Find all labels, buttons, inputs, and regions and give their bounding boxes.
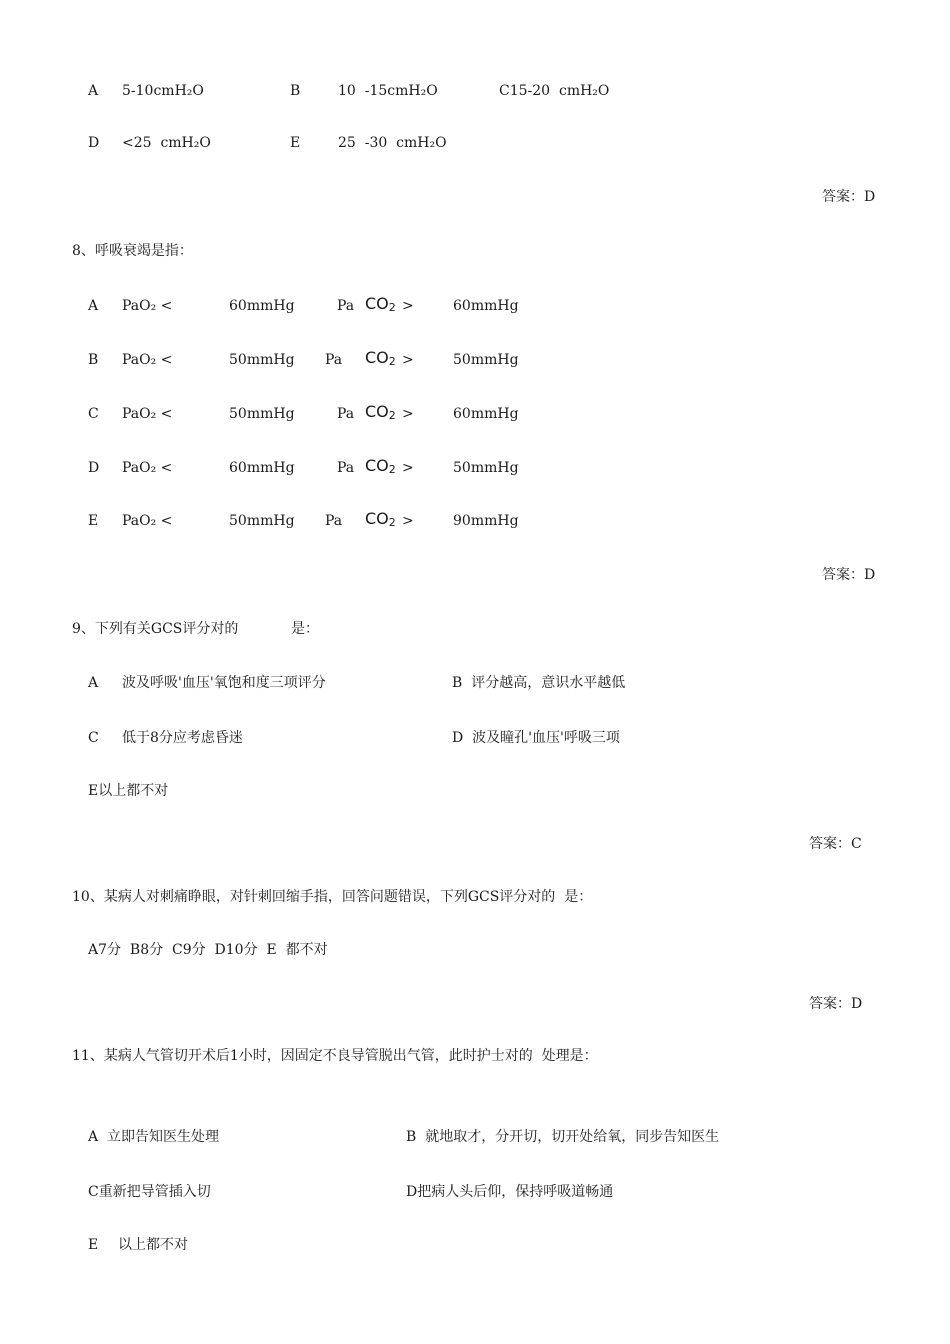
co2-value: 60mmHg bbox=[453, 298, 519, 314]
q7-option-b-letter: B bbox=[290, 83, 301, 99]
q7-option-b-text: 10 -15cmH₂O bbox=[338, 83, 438, 99]
option-letter: E bbox=[88, 513, 99, 529]
q11-option-d-text: D把病人头后仰，保持呼吸道畅通 bbox=[406, 1184, 614, 1200]
q11-option-e-letter: E bbox=[88, 1237, 99, 1253]
q9-question: 9、下列有关GCS评分对的 bbox=[72, 621, 239, 637]
pa-label: Pa bbox=[325, 352, 343, 368]
co2-label: $CO_2$ bbox=[365, 294, 396, 314]
q7-answer: 答案：D bbox=[822, 189, 876, 205]
pao2-value: 50mmHg bbox=[229, 406, 295, 422]
pao2-label: PaO₂ < bbox=[122, 460, 173, 476]
option-letter: A bbox=[88, 298, 99, 314]
pao2-label: PaO₂ < bbox=[122, 406, 173, 422]
q9-option-e-text: E以上都不对 bbox=[88, 783, 169, 799]
option-letter: C bbox=[88, 406, 99, 422]
co2-value: 90mmHg bbox=[453, 513, 519, 529]
option-letter: B bbox=[88, 352, 99, 368]
greater-than-sign: > bbox=[402, 513, 414, 529]
q10-options: A7分 B8分 C9分 D10分 E 都不对 bbox=[88, 942, 328, 958]
pa-label: Pa bbox=[337, 460, 355, 476]
q9-option-d-text: D 波及瞳孔'血压'呼吸三项 bbox=[452, 730, 620, 746]
co2-label: $CO_2$ bbox=[365, 348, 396, 368]
q7-option-d-letter: D bbox=[88, 135, 100, 151]
pao2-label: PaO₂ < bbox=[122, 513, 173, 529]
pao2-value: 60mmHg bbox=[229, 460, 295, 476]
q9-option-b-text: B 评分越高，意识水平越低 bbox=[452, 675, 626, 691]
q9-option-a-text: 波及呼吸'血压'氧饱和度三项评分 bbox=[122, 675, 326, 691]
q7-option-e-letter: E bbox=[290, 135, 301, 151]
co2-value: 60mmHg bbox=[453, 406, 519, 422]
option-letter: D bbox=[88, 460, 100, 476]
greater-than-sign: > bbox=[402, 406, 414, 422]
co2-label: $CO_2$ bbox=[365, 402, 396, 422]
pao2-label: PaO₂ < bbox=[122, 298, 173, 314]
pao2-value: 50mmHg bbox=[229, 513, 295, 529]
q10-answer: 答案：D bbox=[809, 996, 863, 1012]
pa-label: Pa bbox=[337, 298, 355, 314]
q7-option-a-letter: A bbox=[88, 83, 99, 99]
q11-question: 11、某病人气管切开术后1小时，因固定不良导管脱出气管，此时护士对的 处理是： bbox=[72, 1048, 598, 1064]
pa-label: Pa bbox=[325, 513, 343, 529]
q7-option-c-text: C15-20 cmH₂O bbox=[499, 83, 610, 99]
q9-question-tail: 是： bbox=[291, 621, 319, 637]
q7-option-a-text: 5-10cmH₂O bbox=[122, 83, 204, 99]
pao2-value: 50mmHg bbox=[229, 352, 295, 368]
pa-label: Pa bbox=[337, 406, 355, 422]
pao2-label: PaO₂ < bbox=[122, 352, 173, 368]
q9-answer: 答案：C bbox=[809, 836, 862, 852]
q7-option-d-text: <25 cmH₂O bbox=[122, 135, 211, 151]
q11-option-c-text: C重新把导管插入切 bbox=[88, 1184, 211, 1200]
greater-than-sign: > bbox=[402, 298, 414, 314]
q11-option-b-text: B 就地取才，分开切，切开处给氧，同步告知医生 bbox=[406, 1129, 720, 1145]
q8-answer: 答案：D bbox=[822, 567, 876, 583]
q7-option-e-text: 25 -30 cmH₂O bbox=[338, 135, 447, 151]
q9-option-c-text: 低于8分应考虑昏迷 bbox=[122, 730, 243, 746]
greater-than-sign: > bbox=[402, 352, 414, 368]
q8-question: 8、呼吸衰竭是指： bbox=[72, 243, 193, 259]
q9-option-c-letter: C bbox=[88, 730, 99, 746]
co2-value: 50mmHg bbox=[453, 460, 519, 476]
q10-question: 10、某病人对刺痛睁眼，对针刺回缩手指，回答问题错误，下列GCS评分对的 是： bbox=[72, 889, 593, 905]
pao2-value: 60mmHg bbox=[229, 298, 295, 314]
greater-than-sign: > bbox=[402, 460, 414, 476]
co2-label: $CO_2$ bbox=[365, 456, 396, 476]
q11-option-e-text: 以上都不对 bbox=[118, 1237, 188, 1253]
co2-value: 50mmHg bbox=[453, 352, 519, 368]
co2-label: $CO_2$ bbox=[365, 509, 396, 529]
q9-option-a-letter: A bbox=[88, 675, 99, 691]
q11-option-a-text: A 立即告知医生处理 bbox=[88, 1129, 220, 1145]
